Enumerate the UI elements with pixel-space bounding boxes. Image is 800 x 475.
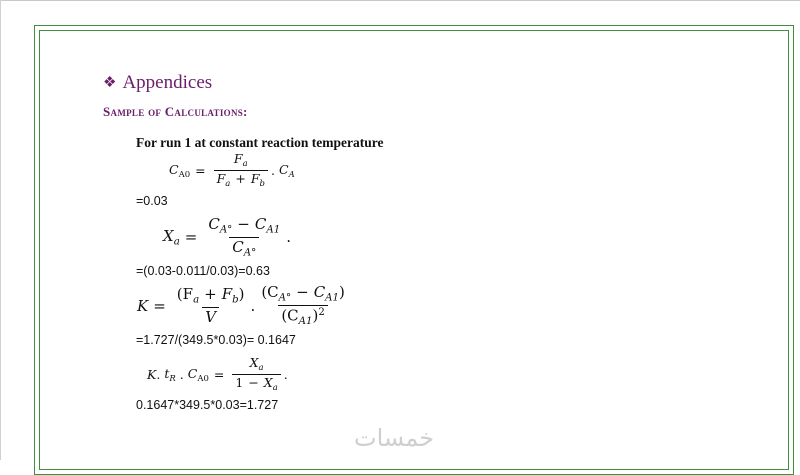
result-k: =1.727/(349.5*0.03)= 0.1647 bbox=[136, 333, 296, 347]
fraction: $\frac{(F_a + F_b)}{V}$ bbox=[176, 284, 245, 326]
fraction: $\frac{(C_{A^\circ} - C_{A1})}{(C_{A1})^2}$ bbox=[261, 283, 345, 327]
equation-cao: $C_{A0}$ = $\frac{F_a}{F_a + F_b}$ . $C_A$ bbox=[169, 151, 295, 190]
equation-ktr: K . $t_R$ . $C_{A0}$ = $\frac{X_a}{1 - X_a}$ . bbox=[147, 355, 288, 394]
result-final: 0.1647*349.5*0.03=1.727 bbox=[136, 398, 279, 412]
result-xa: =(0.03-0.011/0.03)=0.63 bbox=[136, 264, 270, 278]
section-heading-text: Appendices bbox=[122, 72, 213, 93]
equation-k: K = $\frac{(F_a + F_b)}{V}$ . $\frac{(C_{A^\circ} - C_{A1})}{(C_{A1})^2}$ bbox=[137, 284, 351, 327]
top-border-line bbox=[0, 0, 800, 1]
result-cao: =0.03 bbox=[136, 194, 168, 208]
run-title: For run 1 at constant reaction temperature bbox=[136, 135, 384, 150]
section-heading bbox=[103, 72, 212, 94]
equation-xa: $X_a$ = $\frac{C_{A^\circ} - C_{A1}}{C_{A^\circ}}$ . bbox=[163, 215, 291, 259]
fraction: $\frac{F_a}{F_a + F_b}$ bbox=[214, 152, 268, 190]
watermark: خمسات bbox=[354, 424, 435, 452]
diamond-bullet-icon: ❖ bbox=[103, 75, 117, 91]
left-border-line bbox=[0, 0, 1, 460]
fraction: $\frac{C_{A^\circ} - C_{A1}}{C_{A^\circ}}$ bbox=[208, 215, 281, 259]
fraction: $\frac{X_a}{1 - X_a}$ bbox=[232, 356, 280, 394]
subsection-heading: Sample of Calculations: bbox=[103, 104, 248, 119]
